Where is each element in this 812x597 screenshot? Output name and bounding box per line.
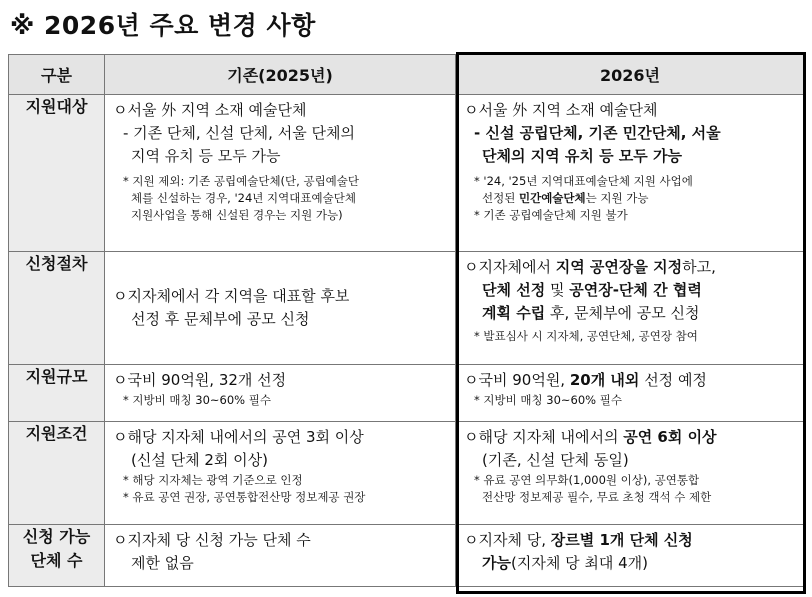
bullet-line	[464, 529, 798, 552]
existing-applicable-groups	[105, 525, 456, 587]
note-line-cont: 전산망 정보제공 필수, 무료 초청 객석 수 제한	[482, 490, 712, 504]
bullet-line	[464, 256, 798, 279]
note-line: * 기존 공립예술단체 지원 불가	[474, 208, 628, 222]
new-application-procedure	[456, 252, 805, 365]
note-line: * 해당 지자체는 광역 기준으로 인정	[123, 473, 303, 487]
header-2026: 2026년	[456, 55, 805, 95]
note-line: * 지방비 매칭 30~60% 필수	[474, 393, 622, 407]
row-support-target	[9, 95, 805, 252]
emphasis: 공연 6회 이상	[623, 428, 717, 446]
text: ㅇ지자체에서	[464, 258, 556, 276]
dash-line-cont: 단체의 지역 유치 등 모두 가능	[482, 147, 682, 165]
bullet-line-cont: (기존, 신설 단체 동일)	[482, 451, 629, 469]
new-support-conditions	[456, 422, 805, 525]
bullet-line: ㅇ지자체 당 신청 가능 단체 수	[113, 531, 311, 549]
category-support-conditions	[9, 422, 105, 525]
emphasis: 가능	[482, 554, 511, 572]
emphasis: 20개 내외	[569, 371, 640, 389]
category-support-target	[9, 95, 105, 252]
new-applicable-groups	[456, 525, 805, 587]
header-category: 구분	[9, 55, 105, 95]
bullet-line: ㅇ국비 90억원, 32개 선정	[113, 371, 287, 389]
page-title: ※ 2026년 주요 변경 사항	[10, 11, 316, 40]
emphasis: 지역 공연장을 지정	[555, 258, 683, 276]
existing-support-target	[105, 95, 456, 252]
bullet-line-cont: 선정 후 문체부에 공모 신청	[131, 310, 310, 328]
category-label: 신청절차	[25, 254, 88, 273]
bullet-line-cont: 제한 없음	[131, 554, 194, 572]
category-label: 단체 수	[30, 551, 83, 570]
existing-support-conditions	[105, 422, 456, 525]
note-emphasis: 민간예술단체	[518, 191, 586, 205]
header-row	[9, 55, 805, 95]
dash-line: - 신설 공립단체, 기존 민간단체, 서울	[474, 124, 721, 142]
new-support-scale	[456, 365, 805, 422]
category-application-procedure	[9, 252, 105, 365]
row-application-procedure	[9, 252, 805, 365]
text: 및	[545, 281, 570, 299]
row-support-conditions	[9, 422, 805, 525]
note-line-cont	[464, 190, 798, 207]
existing-support-scale	[105, 365, 456, 422]
row-applicable-groups	[9, 525, 805, 587]
text: (지자체 당 최대 4개)	[510, 554, 648, 572]
bullet-line-cont	[464, 552, 798, 575]
note-text: 는 지원 가능	[585, 191, 649, 205]
note-line-cont: 체를 신설하는 경우, '24년 지역대표예술단체	[131, 191, 356, 205]
text: ㅇ해당 지자체 내에서의	[464, 428, 624, 446]
category-label: 신청 가능	[22, 527, 91, 546]
emphasis: 공연장-단체 간 협력	[569, 281, 702, 299]
category-support-scale	[9, 365, 105, 422]
note-line: * 유료 공연 의무화(1,000원 이상), 공연통합	[474, 473, 700, 487]
bullet-line: ㅇ해당 지자체 내에서의 공연 3회 이상	[113, 428, 364, 446]
text: ㅇ국비 90억원,	[464, 371, 570, 389]
note-text: 선정된	[482, 191, 519, 205]
category-label: 지원조건	[25, 424, 88, 443]
note-line: * '24, '25년 지역대표예술단체 지원 사업에	[474, 174, 693, 188]
note-line: * 지방비 매칭 30~60% 필수	[123, 393, 271, 407]
note-line: * 지원 제외: 기존 공립예술단체(단, 공립예술단	[123, 174, 360, 188]
header-existing: 기존(2025년)	[105, 55, 456, 95]
row-support-scale	[9, 365, 805, 422]
bullet-line: ㅇ지자체에서 각 지역을 대표할 후보	[113, 287, 350, 305]
existing-application-procedure	[105, 252, 456, 365]
note-line-cont: 지원사업을 통해 신설된 경우는 지원 가능)	[131, 208, 343, 222]
category-applicable-groups	[9, 525, 105, 587]
dash-line-cont: 지역 유치 등 모두 가능	[131, 147, 281, 165]
bullet-line-cont	[464, 279, 798, 302]
emphasis: 계획 수립	[482, 304, 546, 322]
note-line: * 발표심사 시 지자체, 공연단체, 공연장 참여	[474, 329, 698, 343]
bullet-line: ㅇ서울 外 지역 소재 예술단체	[113, 101, 307, 119]
emphasis: 단체 선정	[482, 281, 546, 299]
bullet-line-cont: (신설 단체 2회 이상)	[131, 451, 268, 469]
comparison-table	[8, 54, 805, 587]
note-line: * 유료 공연 권장, 공연통합전산망 정보제공 권장	[123, 490, 366, 504]
dash-line: - 기존 단체, 신설 단체, 서울 단체의	[123, 124, 355, 142]
bullet-line	[464, 369, 798, 392]
category-label: 지원대상	[25, 97, 88, 116]
emphasis: 장르별 1개 단체 신청	[550, 531, 693, 549]
new-support-target	[456, 95, 805, 252]
category-label: 지원규모	[25, 367, 88, 386]
text: ㅇ지자체 당,	[464, 531, 551, 549]
bullet-line: ㅇ서울 外 지역 소재 예술단체	[464, 101, 658, 119]
text: 후, 문체부에 공모 신청	[545, 304, 700, 322]
bullet-line	[464, 426, 798, 449]
bullet-line-cont	[464, 302, 798, 325]
text: 선정 예정	[639, 371, 707, 389]
text: 하고,	[682, 258, 716, 276]
